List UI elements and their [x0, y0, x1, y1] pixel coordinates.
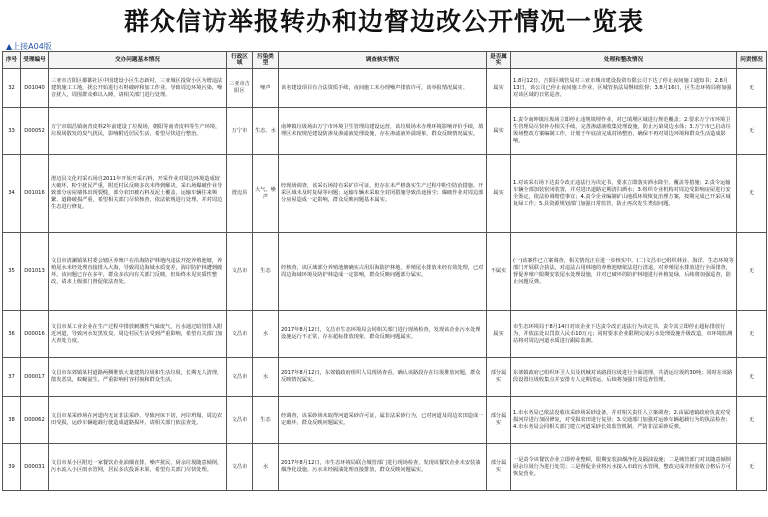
cell-truth: 不属实 — [487, 233, 511, 311]
cell-account: 无 — [737, 155, 767, 233]
cell-seq: 37 — [3, 358, 21, 397]
cell-investigation: 2017年8月12日，市生态环境局联合城管部门进行现场检查，发现该餐饮企业未安装油烟净化设施，污水未经隔油处理直接排放，群众反映问题属实。 — [279, 444, 487, 491]
header-truth: 是否属实 — [487, 52, 511, 69]
cell-account: 无 — [737, 358, 767, 397]
cell-account: 无 — [737, 108, 767, 155]
page-title: 群众信访举报转办和边督边改公开情况一览表 — [123, 7, 644, 36]
table-header-row — [3, 52, 767, 69]
cell-handling: (一)该案件已立案调查，相关情况正在进一步核实中。(二)文昌市已组织林业、海洋、生态环境等部门开展联合执法，对违法占用林地的养殖池塘依法进行清退，对养殖尾水排放进行全面排查，督促养殖户限期安装尾水处理设施，并对已破坏的防护林地进行补植复绿，后续将加强巡查，防止问题反弹。 — [511, 233, 737, 311]
cell-truth: 属实 — [487, 311, 511, 358]
continuation-note[interactable]: ▲上接A04版 — [6, 42, 52, 51]
cell-handling: 东郊镇政府已组织环卫人员及机械对该路段垃圾进行全面清理，共清运垃圾约30吨；同时在该路段设置垃圾收集点并安排专人定期清运，后续将加强日常巡查管理。 — [511, 358, 737, 397]
table-row — [3, 397, 767, 444]
table-row — [3, 358, 767, 397]
cell-area: 文昌市 — [227, 397, 253, 444]
cell-handling: 1.对该采石场下达责令改正违法行为决定书，要求立即落实洒水降尘、覆盖等措施；2.责令运输车辆全部加装密闭装置，并对进出道路定期清扫洒水；3.组织专业机构对周边受影响房屋进行安全鉴定，依法协调赔偿事宜；4.责令企业编制矿山地质环境恢复治理方案，按期完成已开采区域复绿工作；5.县资源规划部门加强日常监管，防止再次发生类似问题。 — [511, 155, 737, 233]
cell-truth: 属实 — [487, 108, 511, 155]
cell-id: D01013 — [21, 233, 49, 311]
cell-area: 澄迈县 — [227, 155, 253, 233]
cell-id: D00062 — [21, 397, 49, 444]
cell-investigation: 2017年8月12日，东郊镇政府组织人员现场查看，确认该路段存在垃圾堆放问题，群众反映情况属实。 — [279, 358, 487, 397]
header-investigation: 调查核实情况 — [279, 52, 487, 69]
header-id: 受理编号 — [21, 52, 49, 69]
cell-truth: 属实 — [487, 69, 511, 108]
cell-desc: 文昌市清澜镇某村委会辖区养殖户在沿海防护林地内违法开挖养殖池塘，养殖尾水未经处理直接排入大海，导致周边海域水质变差，海岸防护林遭到破坏。该问题已存在多年，群众多次向有关部门反映，但始终未见实质性整改，请求上级部门督促依法查处。 — [49, 233, 227, 311]
cell-area: 文昌市 — [227, 233, 253, 311]
cell-desc: 文昌市某采砂场在河道内无证非法采砂，导致河床下切，河岸坍塌，周边农田受损，运砂车辆超载行驶造成道路损坏，请相关部门依法查处。 — [49, 397, 227, 444]
cell-account: 无 — [737, 444, 767, 491]
cell-area: 万宁市 — [227, 108, 253, 155]
cell-area: 文昌市 — [227, 311, 253, 358]
cell-area: 文昌市 — [227, 358, 253, 397]
complaints-table — [2, 51, 767, 491]
table-row — [3, 444, 767, 491]
cell-ptype: 大气、噪声 — [253, 155, 279, 233]
cell-investigation: 经核查，该区域部分养殖池塘确实占用沿海防护林地，养殖尾水排放未经有效处理，已对周边海域环境及防护林造成一定影响，群众反映问题部分属实。 — [279, 233, 487, 311]
cell-handling: 1.市水务局已依法没收该采砂场采砂设备，并对相关责任人立案调查；2.由属地镇政府负责对受损河岸进行加固修复，对受损农田进行复垦；3.交通部门加强对运砂车辆超载行为的执法检查；4.市水务局会同相关部门建立河道采砂长效监管机制，严防非法采砂反弹。 — [511, 397, 737, 444]
cell-ptype: 水 — [253, 311, 279, 358]
cell-ptype: 水 — [253, 358, 279, 397]
cell-seq: 34 — [3, 155, 21, 233]
cell-desc: 文昌市某工业企业在生产过程中排放刺激性气味废气，污水通过暗管排入附近河道，导致河水发黑发臭，周边村民生活受到严重影响，希望有关部门加大查处力度。 — [49, 311, 227, 358]
cell-truth: 属实 — [487, 155, 511, 233]
table-row — [3, 311, 767, 358]
cell-investigation: 南坤镇垃圾场由万宁市环境卫生管理局建设运营，该垃圾场未办理环境影响评价手续，填埋区未按规范建设防渗及渗滤液处理设施，存在渗滤液外溢现象，群众反映情况属实。 — [279, 108, 487, 155]
cell-area: 三亚市吉阳区 — [227, 69, 253, 108]
cell-desc: 文昌市某小区附近一家餐饮企业油烟直排，噪声扰民，厨余垃圾随意倾倒，污水流入小区雨水管网，居民多次投诉未果，希望有关部门尽快处理。 — [49, 444, 227, 491]
cell-account: 无 — [737, 311, 767, 358]
cell-desc: 澄迈县文化村采石场自2011年开始开采石料，开采作业对周边环境造成较大破坏，粉尘扰民严重，附近村民反映多次未得到解决。采石场爆破作业导致部分房屋墙体出现裂缝，部分农田被石料及泥土覆盖，运输车辆往来频繁、道路破损严重，希望相关部门尽快核查，依法依规进行处理，并对周边生态进行修复。 — [49, 155, 227, 233]
cell-id: D00017 — [21, 358, 49, 397]
header-desc: 交办问题基本情况 — [49, 52, 227, 69]
cell-truth: 部分属实 — [487, 444, 511, 491]
cell-id: D01016 — [21, 155, 49, 233]
cell-seq: 32 — [3, 69, 21, 108]
cell-account: 无 — [737, 397, 767, 444]
cell-account: 无 — [737, 69, 767, 108]
cell-handling: 1.8月12日，吉阳区城管局对三亚市城市建设投资有限公司下达了停止夜间施工通知书；2.8月13日，该公司已停止夜间施工作业，区城管执法局继续监督；3.8月16日，区生态环境局将加强对该区域的日常巡查。 — [511, 69, 737, 108]
cell-id: D01040 — [21, 69, 49, 108]
header-ptype: 污染类型 — [253, 52, 279, 69]
cell-seq: 33 — [3, 108, 21, 155]
cell-investigation: 经现场调查，该采石场持有采矿许可证，但存在未严格落实生产过程中粉尘防治措施、开采区域未及时复绿等问题；运输车辆未采取全封闭措施导致沿途扬尘；爆破作业对周边部分房屋造成一定影响，群众反映问题基本属实。 — [279, 155, 487, 233]
cell-id: D00031 — [21, 444, 49, 491]
cell-desc: 三亚市吉阳区都都社区中国建设小区生态新村，三亚城区投资小区为增违法建筑施工工地，扰公开始进行石料破碎和加工作业，导致周边环境污染，噪音扰人，周围群众难以入睡，请相关部门进行处理。 — [49, 69, 227, 108]
cell-ptype: 生态、水 — [253, 108, 279, 155]
header-handling: 处理和整改情况 — [511, 52, 737, 69]
header-area: 行政区域 — [227, 52, 253, 69]
header-seq: 序号 — [3, 52, 21, 69]
cell-handling: 市生态环境局于8月14日对该企业下达责令改正违法行为决定书，责令其立即停止超标排放行为，并依法处以罚款人民币10万元；同时要求企业限期完成污水处理设施升级改造，市环境监测站将对周边河道水质进行跟踪监测。 — [511, 311, 737, 358]
cell-handling: 一是责令该餐饮企业立即停业整顿，限期安装油烟净化及隔油设施；二是城管部门对其随意倾倒厨余垃圾行为进行处罚；三是督促企业将污水接入市政污水管网，整改完成并经验收合格后方可恢复营业。 — [511, 444, 737, 491]
cell-account: 无 — [737, 233, 767, 311]
cell-ptype: 生态 — [253, 233, 279, 311]
table-row — [3, 69, 767, 108]
cell-desc: 文昌市东郊镇某村道路两侧堆放大量建筑垃圾和生活垃圾，长期无人清理，散发恶臭，蚊蝇滋生，严重影响村容村貌和群众生活。 — [49, 358, 227, 397]
table-row — [3, 155, 767, 233]
cell-handling: 1.责令南坤镇垃圾场立即停止违规填埋作业，对已填埋区域进行规范覆盖；2.要求万宁市环境卫生管理局尽快补办相关手续，完善渗滤液收集处理设施，防止污染周边水体；3.万宁市已启动垃圾场整改方案编制工作，计划于年底前完成封场整治，确保不再对周边环境和群众生活造成影响。 — [511, 108, 737, 155]
cell-investigation: 经调查，该采砂场未取得河道采砂许可证，属非法采砂行为，已对河道及周边农田造成一定破坏，群众反映问题属实。 — [279, 397, 487, 444]
cell-id: D00052 — [21, 108, 49, 155]
cell-ptype: 生态 — [253, 397, 279, 444]
cell-seq: 35 — [3, 233, 21, 311]
table-row — [3, 108, 767, 155]
cell-investigation: 该名建设项目有合法资质手续，夜间施工未办理噪声排放许可，该举报情况属实。 — [279, 69, 487, 108]
cell-id: D00016 — [21, 311, 49, 358]
cell-investigation: 2017年8月12日，文昌市生态环境局会同相关部门进行现场检查，发现该企业污水处理设施运行不正常，存在超标排放现象，群众反映问题属实。 — [279, 311, 487, 358]
cell-area: 文昌市 — [227, 444, 253, 491]
cell-seq: 39 — [3, 444, 21, 491]
cell-seq: 36 — [3, 311, 21, 358]
cell-truth: 部分属实 — [487, 397, 511, 444]
continuation-label: 上接A04版 — [12, 42, 52, 51]
header-account: 问责情况 — [737, 52, 767, 69]
cell-truth: 部分属实 — [487, 358, 511, 397]
cell-seq: 38 — [3, 397, 21, 444]
cell-ptype: 噪声 — [253, 69, 279, 108]
cell-desc: 万宁市瑞昌镇南青皮料2年前建设了垃圾场，朝阳等南青皮料等生产环境，垃圾场散发的臭气扰民，影响附近居民生活，希望尽快进行整治。 — [49, 108, 227, 155]
cell-ptype: 水 — [253, 444, 279, 491]
table-row — [3, 233, 767, 311]
